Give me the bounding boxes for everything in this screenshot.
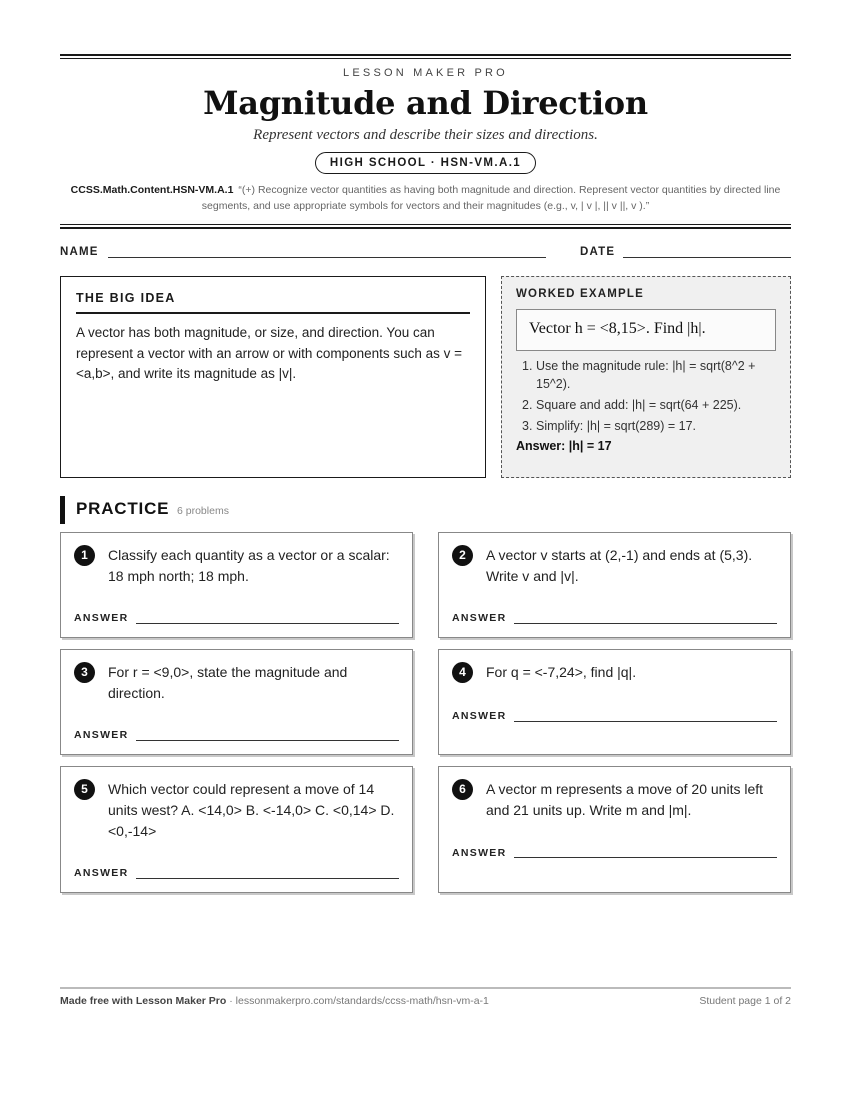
worked-step — [516, 417, 776, 435]
step-number: 3. — [522, 419, 533, 433]
top-double-rule — [60, 54, 791, 59]
big-idea-box — [60, 276, 486, 478]
practice-count: 6 problems — [177, 505, 229, 517]
answer-field[interactable] — [514, 623, 777, 624]
answer-field[interactable] — [136, 740, 399, 741]
step-text: Use the magnitude rule: |h| = sqrt(8^2 + 15^2). — [536, 359, 756, 391]
footer-made-with: Made free with Lesson Maker Pro — [60, 995, 227, 1007]
standard-code: CCSS.Math.Content.HSN-VM.A.1 — [70, 184, 234, 196]
problem-number-badge: 2 — [452, 545, 473, 566]
answer-label: ANSWER — [452, 710, 507, 722]
step-number: 1. — [522, 359, 533, 373]
big-idea-text: A vector has both magnitude, or size, and direction. You can represent a vector with an arrow or with components such as v = <a,b>, and write its magnitude as |v|. — [76, 325, 463, 381]
step-text: Simplify: |h| = sqrt(289) = 17. — [536, 419, 697, 433]
problem-card-1 — [60, 532, 413, 638]
answer-field[interactable] — [136, 623, 399, 624]
standard-description — [60, 182, 791, 214]
answer-label: ANSWER — [74, 729, 129, 741]
problem-card-2 — [438, 532, 791, 638]
answer-label: ANSWER — [74, 867, 129, 879]
answer-field[interactable] — [514, 857, 777, 858]
problem-number-badge: 3 — [74, 662, 95, 683]
page-subtitle: Represent vectors and describe their sizes and directions. — [253, 127, 598, 143]
worksheet-page — [60, 0, 791, 1100]
problem-text: For r = <9,0>, state the magnitude and direction. — [108, 664, 348, 701]
problem-text: Which vector could represent a move of 14 units west? A. <14,0> B. <-14,0> C. <0,14> D. <0,-14> — [108, 781, 395, 839]
footer-url[interactable]: · lessonmakerpro.com/standards/ccss-math/hsn-vm-a-1 — [226, 995, 489, 1007]
date-label: DATE — [580, 246, 616, 258]
page-title: Magnitude and Direction — [203, 84, 648, 122]
name-field[interactable] — [108, 257, 546, 258]
worked-example-answer: Answer: |h| = 17 — [516, 439, 612, 453]
problem-text: A vector m represents a move of 20 units left and 21 units up. Write m and |m|. — [486, 781, 764, 818]
problem-card-6 — [438, 766, 791, 893]
name-label: NAME — [60, 246, 99, 258]
badge-container — [60, 152, 791, 174]
worked-step — [516, 357, 776, 393]
problem-card-4 — [438, 649, 791, 755]
worked-example-prompt: Vector h = <8,15>. Find |h|. — [516, 309, 776, 351]
worked-example-steps — [516, 357, 776, 435]
answer-label: ANSWER — [74, 612, 129, 624]
problem-number-badge: 1 — [74, 545, 95, 566]
worked-example-title: WORKED EXAMPLE — [516, 288, 644, 300]
step-number: 2. — [522, 398, 533, 412]
problem-text: A vector v starts at (2,-1) and ends at (5,3). Write v and |v|. — [486, 547, 753, 584]
problem-number-badge: 6 — [452, 779, 473, 800]
footer-rule — [60, 987, 791, 989]
standard-text: “(+) Recognize vector quantities as having both magnitude and direction. Represent vector quantities by directed line segments, and use appropriate symbols for vectors and their magnitudes (e.g., v, | v |, || v ||, v ).” — [201, 184, 781, 212]
brand-name: LESSON MAKER PRO — [343, 67, 508, 79]
worked-step — [516, 396, 776, 414]
answer-label: ANSWER — [452, 847, 507, 859]
problem-text: Classify each quantity as a vector or a scalar: 18 mph north; 18 mph. — [108, 547, 390, 584]
practice-title: PRACTICE — [76, 499, 170, 518]
header-bottom-rule — [60, 224, 791, 229]
big-idea-title: THE BIG IDEA — [76, 291, 470, 314]
footer-page-number: Student page 1 of 2 — [699, 995, 791, 1007]
worked-example-box — [501, 276, 791, 478]
step-text: Square and add: |h| = sqrt(64 + 225). — [536, 398, 742, 412]
answer-field[interactable] — [514, 721, 777, 722]
problem-text: For q = <-7,24>, find |q|. — [486, 664, 637, 680]
answer-label: ANSWER — [452, 612, 507, 624]
footer-credit — [60, 995, 489, 1007]
problem-card-3 — [60, 649, 413, 755]
grade-standard-badge: HIGH SCHOOL · HSN-VM.A.1 — [315, 152, 536, 174]
practice-accent-bar — [60, 496, 65, 524]
problem-card-5 — [60, 766, 413, 893]
date-field[interactable] — [623, 257, 791, 258]
problem-number-badge: 4 — [452, 662, 473, 683]
answer-field[interactable] — [136, 878, 399, 879]
problem-number-badge: 5 — [74, 779, 95, 800]
